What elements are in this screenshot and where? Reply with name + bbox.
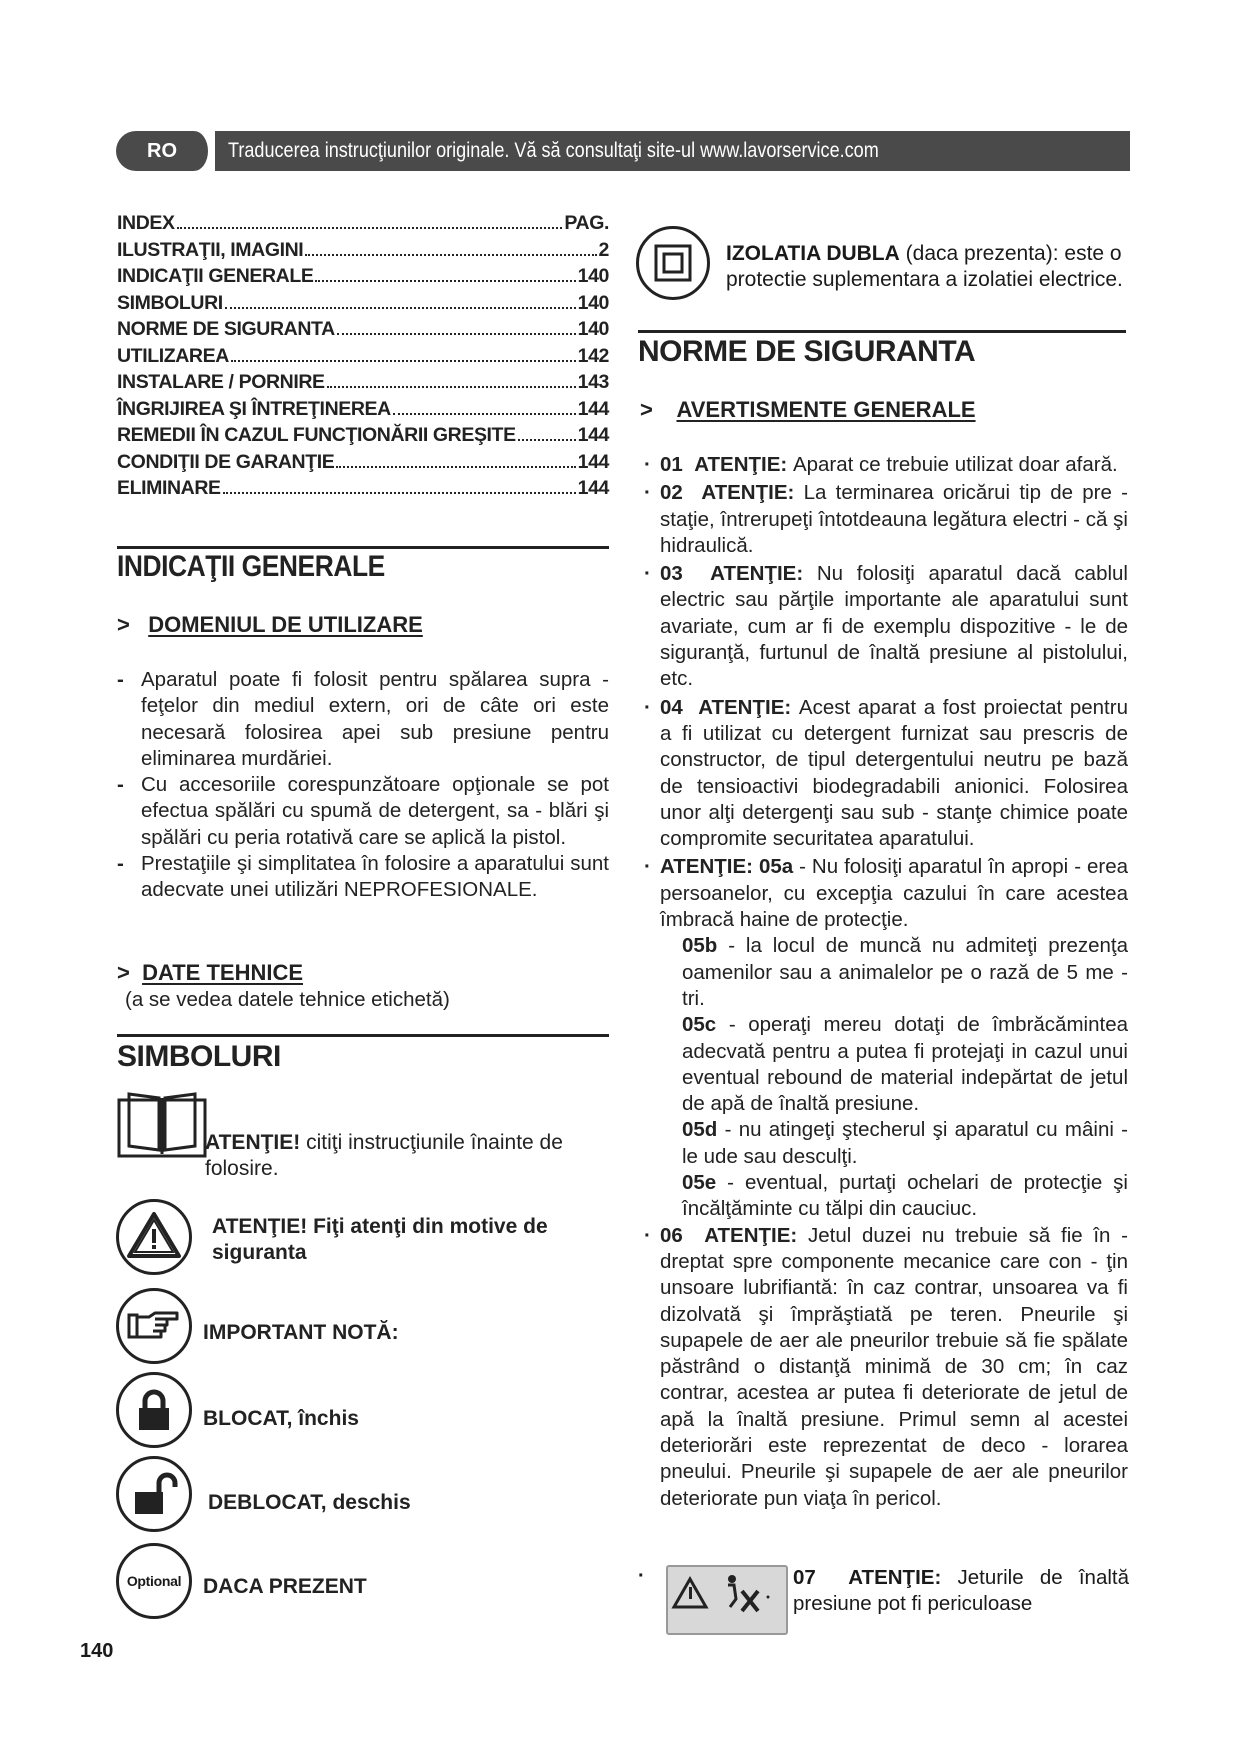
insulation-text: [726, 241, 1126, 293]
index-page: 140: [577, 318, 609, 340]
warning-sub-item: [638, 933, 1128, 1012]
double-insulation-icon: [636, 226, 710, 300]
warning-num: 04: [660, 695, 683, 719]
warning-label: ATENŢIE:: [704, 1223, 798, 1247]
general-bullet: [117, 851, 609, 904]
warning-text: - Nu folosiţi aparatul în apropi - erea persoanelor, cu excepţia cazului în care acestea îmbracă haine de protecţie.: [660, 855, 1129, 932]
warning-num: 03: [660, 562, 683, 586]
warning-label: ATENŢIE:: [848, 1566, 942, 1589]
index-leader-dots: [327, 386, 576, 388]
warning-sub-item: [638, 1012, 1128, 1117]
index-leader-dots: [337, 333, 576, 335]
warning-item: [638, 695, 1128, 853]
index-row: [117, 475, 609, 502]
index-row: [117, 316, 609, 343]
warning-text: - eventual, purtaţi ochelari de protecţie şi încălţăminte cu tălpi din cauciuc.: [682, 1171, 1128, 1221]
section-rule: [638, 330, 1126, 333]
warning-code: 05c: [682, 1013, 717, 1037]
index-label: INDEX: [117, 212, 175, 234]
warning-num: 06: [660, 1223, 683, 1247]
domain-heading: [117, 612, 423, 638]
warning-item: [638, 561, 1128, 692]
warning-text: - nu atingeţi ştecherul şi aparatul cu mâini - le ude sau desculţi.: [682, 1118, 1128, 1168]
high-pressure-danger-icon: [666, 1565, 788, 1635]
tech-marker: >: [117, 960, 130, 985]
symbol-bold: ATENŢIE!: [205, 1131, 301, 1154]
warning-text: Aparat ce trebuie utilizat doar afară.: [792, 453, 1118, 476]
symbols-title: SIMBOLURI: [117, 1040, 281, 1073]
section-rule: [117, 546, 609, 549]
index-label: ÎNGRIJIREA ŞI ÎNTREŢINEREA: [117, 397, 391, 420]
warning-item-06: [638, 1223, 1128, 1512]
warning-item: [638, 452, 1128, 478]
warnings-marker: >: [640, 397, 653, 422]
warning-code: 05b: [682, 934, 718, 958]
index-leader-dots: [305, 254, 596, 256]
warning-text: Nu folosiţi aparatul dacă cablul electric sau părţile importante ale aparatului sunt avariate, cum ar fi de exemplu dispozitive - le de siguranţă, furtunul de înaltă presiune al pistolului, etc.: [660, 562, 1128, 691]
insulation-desc: (daca prezenta): este o protectie suplementara a izolatiei electrice.: [726, 242, 1123, 291]
bullet-marker: -: [117, 852, 124, 876]
table-of-contents: [117, 210, 609, 502]
warning-num: 07: [793, 1566, 816, 1589]
general-bullet: [117, 772, 609, 851]
warning-item-05: [638, 854, 1128, 933]
page-number: 140: [80, 1640, 114, 1662]
index-leader-dots: [225, 307, 576, 309]
warning-num: 02: [660, 481, 683, 505]
warning-text: Acest aparat a fost proiectat pentru a fi utilizat cu detergent furnizat sau prescris de constructor, de tipul detergentului neutru pe bază de tensioactivi biodegradabili anionici. Folosirea unor alţi detergenţi sau sub - stanţe chimice poate compromite securitatea aparatului.: [660, 695, 1128, 851]
optional-icon-label: Optional: [126, 1573, 182, 1589]
warning-bullet: ·: [644, 562, 651, 586]
warning-sub-item: [638, 1170, 1128, 1223]
warning-label: ATENŢIE:: [698, 695, 792, 719]
index-row: [117, 369, 609, 396]
index-row: [117, 449, 609, 476]
index-row: [117, 237, 609, 264]
general-title: INDICAŢII GENERALE: [117, 550, 385, 583]
general-warnings-heading: [640, 397, 976, 423]
warning-label: ATENŢIE:: [701, 481, 795, 505]
warning-text: - operaţi mereu dotaţi de îmbrăcămintea adecvată pentru a putea fi protejaţi in cazul unui eventual rebound de material indepărtat de jetul de apă de înaltă presiune.: [682, 1013, 1128, 1116]
warning-code: 05e: [682, 1171, 717, 1195]
tech-title: DATE TEHNICE: [142, 960, 304, 985]
index-page: 2: [598, 238, 609, 261]
safety-title: NORME DE SIGURANTA: [638, 335, 976, 368]
index-row: [117, 210, 609, 237]
symbol-unlocked: DEBLOCAT, deschis: [208, 1491, 411, 1514]
index-page: 144: [577, 450, 609, 473]
index-row: [117, 422, 609, 449]
symbol-important-note: IMPORTANT NOTĂ:: [203, 1321, 399, 1344]
warning-07: [793, 1565, 1129, 1618]
index-leader-dots: [393, 413, 576, 415]
warning-bullet: ·: [644, 1223, 651, 1247]
index-leader-dots: [315, 280, 575, 282]
warning-text: - la locul de muncă nu admiteţi prezenţa oamenilor sau a animalelor pe o rază de 5 me - tri.: [682, 934, 1128, 1010]
index-label: ILUSTRAŢII, IMAGINI: [117, 238, 304, 261]
index-label: CONDIŢII DE GARANŢIE: [117, 450, 335, 473]
index-page: 142: [577, 344, 609, 367]
index-page: PAG.: [564, 212, 609, 234]
pointing-hand-icon: [116, 1288, 192, 1364]
warning-num: 01: [660, 453, 683, 476]
index-row: [117, 343, 609, 370]
index-label: UTILIZAREA: [117, 344, 229, 367]
language-badge: RO: [116, 131, 214, 171]
index-label: ELIMINARE: [117, 477, 221, 499]
optional-icon: [116, 1543, 192, 1619]
warning-bullet: ·: [644, 855, 651, 879]
warning-label: ATENŢIE: 05a: [660, 855, 794, 879]
index-row: [117, 290, 609, 317]
general-bullet: [117, 667, 609, 772]
bullet-text: Aparatul poate fi folosit pentru spălarea supra - feţelor din mediul extern, ori de câte ori este necesară folosirea apei sub presiune pentru eliminarea murdăriei.: [141, 668, 609, 770]
locked-padlock-icon: [116, 1372, 192, 1448]
warning-label: ATENŢIE:: [710, 562, 804, 586]
warning-07-dot: ·: [638, 1565, 645, 1587]
index-label: REMEDII ÎN CAZUL FUNCŢIONĂRII GREŞITE: [117, 424, 516, 446]
warnings-list: [638, 452, 1128, 1512]
warning-label: ATENŢIE:: [694, 453, 788, 476]
symbol-if-present: DACA PREZENT: [203, 1575, 367, 1598]
tech-heading: [117, 960, 303, 986]
symbol-safety-warning: [212, 1214, 612, 1266]
bullet-text: Cu accesoriile corespunzătoare opţionale se pot efectua spălări cu spumă de detergent, sa - blări şi spălări cu peria rotativă care se aplică la pistol.: [141, 773, 609, 849]
book-icon: [117, 1090, 207, 1160]
warning-text: Jetul duzei nu trebuie să fie în - dreptat spre componente mecanice care con - ţin unsoare lubrifiantă: în caz contrar, unsoarea va fi dizolvată şi împrăştiată pe teren. Pneurile şi supapele de aer ale pneurilor trebuie să fie spălate păstrând o distanţă minimă de 30 cm; în caz contrar, acestea ar putea fi deteriorate de jetul de apă la înaltă presiune. Primul semn al acestei deteriorări este reprezentat de deco - lorarea pneului. Pneurile şi supapele de aer ale pneurilor deteriorate pun viaţa în pericol.: [660, 1223, 1128, 1510]
index-label: INSTALARE / PORNIRE: [117, 371, 325, 393]
warning-sub-item: [638, 1117, 1128, 1170]
index-leader-dots: [336, 466, 575, 468]
index-label: SIMBOLURI: [117, 291, 223, 314]
insulation-bold: IZOLATIA DUBLA: [726, 242, 900, 265]
index-leader-dots: [518, 439, 576, 441]
warning-bullet: ·: [644, 481, 651, 505]
index-page: 143: [577, 371, 609, 393]
general-bullets: [117, 667, 609, 904]
warning-text: Jeturile de înaltă presiune pot fi periculoase: [793, 1566, 1129, 1616]
warnings-title: AVERTISMENTE GENERALE: [676, 397, 976, 422]
warning-triangle-icon: [116, 1199, 192, 1275]
index-page: 140: [577, 291, 609, 314]
warning-bullet: ·: [644, 695, 651, 719]
bullet-text: Prestaţiile şi simplitatea în folosire a aparatului sunt adecvate unei utilizări NEPROFESIONALE.: [141, 852, 609, 902]
index-leader-dots: [177, 227, 563, 229]
tech-note: (a se vedea datele tehnice etichetă): [125, 988, 450, 1011]
header-text: Traducerea instrucţiunilor originale. Vă să consultaţi site-ul www.lavorservice.com: [228, 139, 879, 162]
warning-text: La terminarea oricărui tip de pre - staţie, întrerupeţi întotdeauna legătura electri - că şi hidraulică.: [660, 481, 1128, 557]
index-page: 140: [577, 265, 609, 287]
bullet-marker: -: [117, 773, 124, 797]
index-row: [117, 396, 609, 423]
warning-bullet: ·: [644, 453, 651, 476]
warning-code: 05d: [682, 1118, 718, 1142]
warning-item: [638, 480, 1128, 559]
index-leader-dots: [223, 492, 576, 494]
symbol-text: citiţi instrucţiunile înainte de folosire.: [205, 1131, 563, 1180]
index-label: NORME DE SIGURANTA: [117, 318, 335, 340]
symbol-bold: ATENŢIE! Fiţi atenţi din motive de siguranta: [212, 1215, 548, 1264]
unlocked-padlock-icon: [116, 1456, 192, 1532]
bullet-marker: -: [117, 668, 124, 691]
index-page: 144: [577, 397, 609, 420]
domain-title: DOMENIUL DE UTILIZARE: [148, 612, 423, 637]
index-row: [117, 263, 609, 290]
index-label: INDICAŢII GENERALE: [117, 265, 314, 287]
symbol-read-instructions: [205, 1130, 613, 1182]
domain-marker: >: [117, 612, 130, 637]
index-page: 144: [577, 424, 609, 446]
section-rule: [117, 1034, 609, 1037]
index-page: 144: [577, 477, 609, 499]
symbol-locked: BLOCAT, închis: [203, 1407, 359, 1430]
index-leader-dots: [231, 360, 576, 362]
